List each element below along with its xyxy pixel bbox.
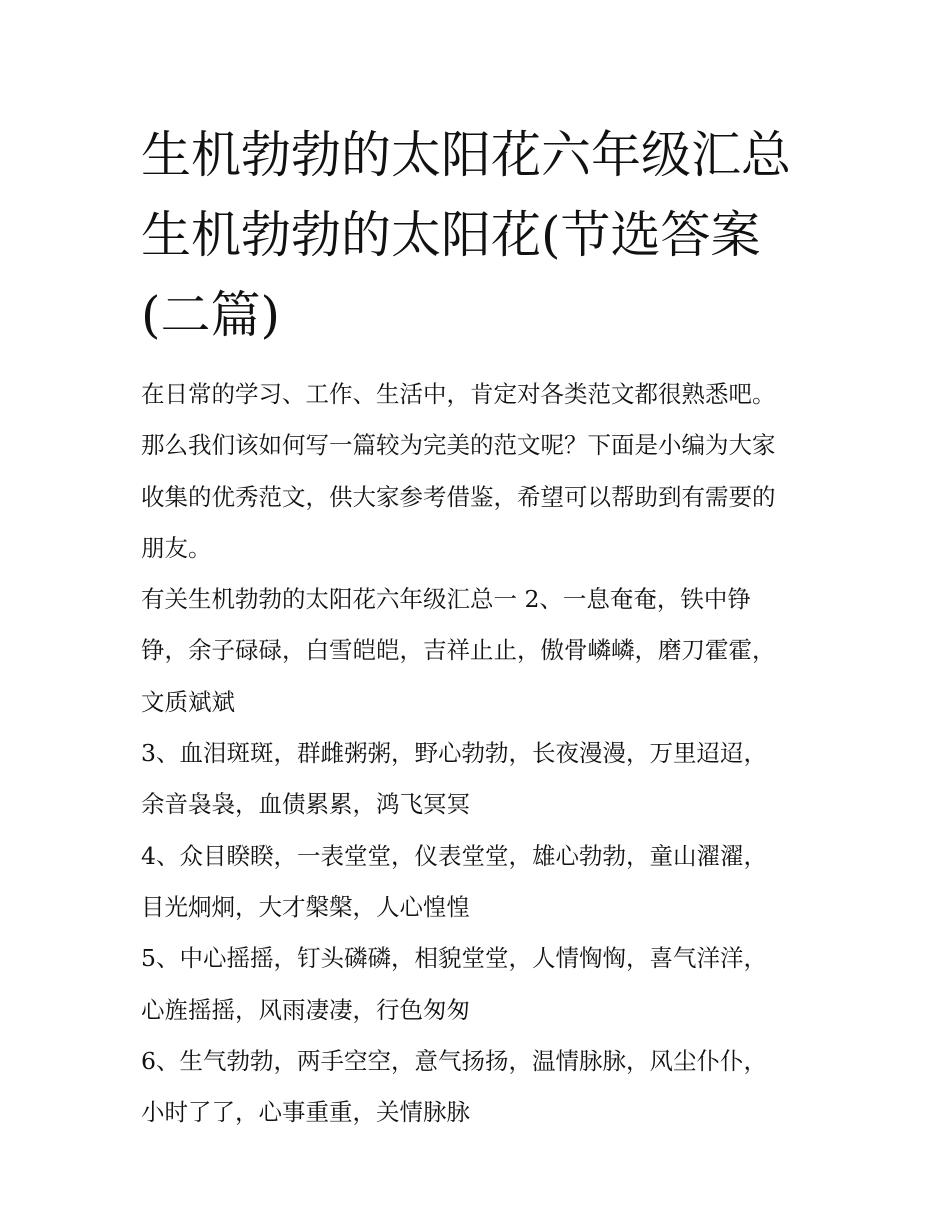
document-title <box>141 115 821 355</box>
text-line: 文质斌斌 <box>141 687 235 716</box>
text-line: 余音袅袅，血债累累，鸿飞冥冥 <box>141 790 470 819</box>
text-line: 4、众目睽睽，一表堂堂，仪表堂堂，雄心勃勃，童山濯濯， <box>141 841 767 870</box>
text-line: 铮，余子碌碌，白雪皑皑，吉祥止止，傲骨嶙嶙，磨刀霍霍， <box>141 636 776 665</box>
list-item-4 <box>141 831 821 934</box>
title-line: 生机勃勃的太阳花六年级汇总 <box>141 126 791 184</box>
text-line: 目光炯炯，大才槃槃，人心惶惶 <box>141 892 470 921</box>
text-line: 有关生机勃勃的太阳花六年级汇总一 2、一息奄奄，铁中铮 <box>141 585 751 614</box>
text-line: 6、生气勃勃，两手空空，意气扬扬，温情脉脉，风尘仆仆， <box>141 1046 767 1075</box>
text-line: 朋友。 <box>141 533 212 562</box>
section-paragraph <box>141 574 821 728</box>
text-line: 小时了了，心事重重，关情脉脉 <box>141 1098 470 1127</box>
title-line: (二篇) <box>141 286 281 344</box>
text-line: 3、血泪斑斑，群雌粥粥，野心勃勃，长夜漫漫，万里迢迢， <box>141 739 767 768</box>
text-line: 收集的优秀范文，供大家参考借鉴，希望可以帮助到有需要的 <box>141 482 776 511</box>
text-line: 在日常的学习、工作、生活中，肯定对各类范文都很熟悉吧。 <box>141 380 776 408</box>
list-item-5 <box>141 933 821 1036</box>
document-body <box>141 369 821 1138</box>
text-line: 那么我们该如何写一篇较为完美的范文呢？下面是小编为大家 <box>141 431 776 460</box>
list-item-3 <box>141 728 821 831</box>
intro-paragraph <box>141 369 821 574</box>
title-line: 生机勃勃的太阳花(节选答案 <box>141 206 761 264</box>
text-line: 心旌摇摇，风雨凄凄，行色匆匆 <box>141 995 470 1024</box>
text-line: 5、中心摇摇，钉头磷磷，相貌堂堂，人情恟恟，喜气洋洋， <box>141 944 767 973</box>
document-content <box>141 115 821 1138</box>
list-item-6 <box>141 1036 821 1139</box>
